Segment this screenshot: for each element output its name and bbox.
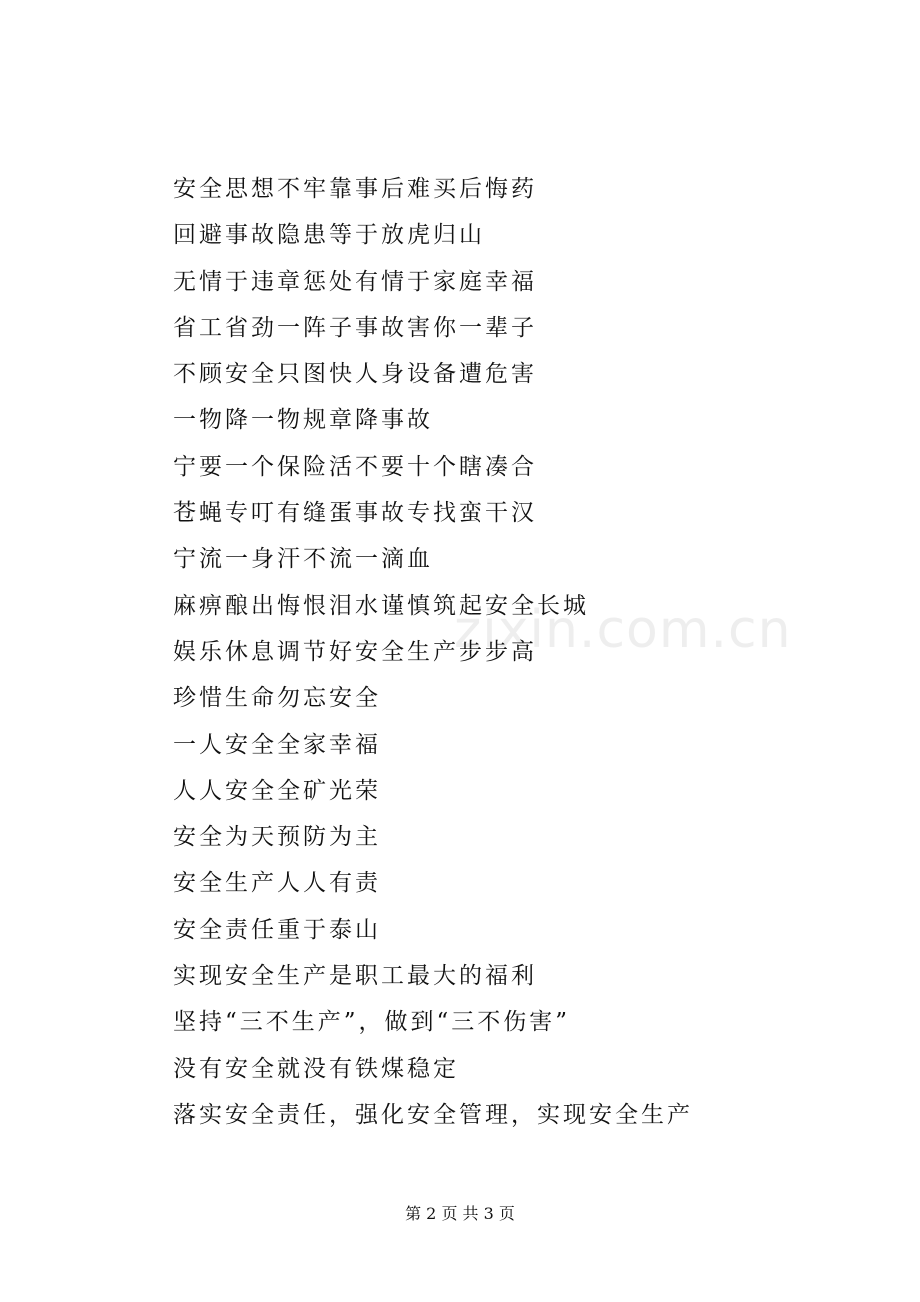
slogan-line: 安全为天预防为主	[173, 824, 381, 851]
watermark: zixin.com.cn	[454, 600, 792, 660]
slogan-line: 不顾安全只图快人身设备遭危害	[173, 361, 537, 388]
slogan-line: 娱乐休息调节好安全生产步步高	[173, 638, 537, 665]
slogan-line: 省工省劲一阵子事故害你一辈子	[173, 314, 537, 341]
slogan-line: 无情于违章惩处有情于家庭幸福	[173, 268, 537, 295]
slogan-line: 珍惜生命勿忘安全	[173, 685, 381, 712]
slogan-line: 安全生产人人有责	[173, 870, 381, 897]
slogan-line: 回避事故隐患等于放虎归山	[173, 222, 485, 249]
page-footer: 第 2 页 共 3 页	[405, 1204, 515, 1223]
slogan-line: 苍蝇专叮有缝蛋事故专找蛮干汉	[173, 500, 537, 527]
slogan-line: 没有安全就没有铁煤稳定	[173, 1055, 459, 1082]
slogan-line: 宁流一身汗不流一滴血	[173, 546, 433, 573]
slogan-list	[173, 166, 693, 1138]
slogan-line: 实现安全生产是职工最大的福利	[173, 963, 537, 990]
slogan-line: 麻痹酿出悔恨泪水谨慎筑起安全长城	[173, 592, 589, 619]
slogan-line: 一人安全全家幸福	[173, 731, 381, 758]
slogan-line: 安全责任重于泰山	[173, 916, 381, 943]
slogan-line: 落实安全责任，强化安全管理，实现安全生产	[173, 1101, 693, 1128]
slogan-line: 人人安全全矿光荣	[173, 777, 381, 804]
slogan-line: 坚持“三不生产”，做到“三不伤害”	[173, 1009, 571, 1036]
slogan-line: 安全思想不牢靠事后难买后悔药	[173, 176, 537, 202]
slogan-line: 一物降一物规章降事故	[173, 407, 433, 434]
slogan-line: 宁要一个保险活不要十个瞎凑合	[173, 453, 537, 480]
